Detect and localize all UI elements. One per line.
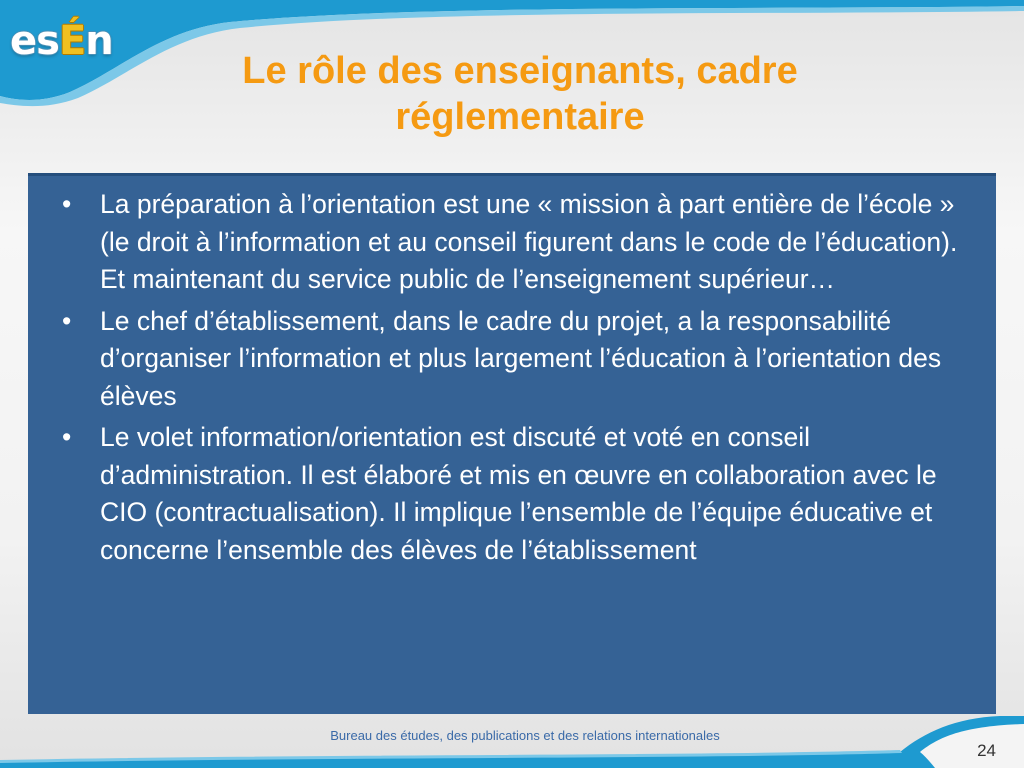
bullet-item [48,419,962,569]
bullet-text: Le volet information/orientation est discuté et voté en conseil d’administration. Il est élaboré et mis en œuvre en collaboration avec le CIO (contractualisation). Il implique l’ensemble de l’équipe éducative et concerne l’ensemble des élèves de l’établissement [100,422,937,565]
slide-title-line-2: réglementaire [395,96,645,138]
bullet-dot: • [62,422,72,452]
bullet-text: La préparation à l’orientation est une « mission à part entière de l’école » (le droit à l’information et au conseil figurent dans le code de l’éducation). Et maintenant du service public de l’enseignement supérieur… [100,189,958,294]
slide-title [120,48,920,140]
bullet-text: Le chef d’établissement, dans le cadre du projet, a la responsabilité d’organiser l’information et plus largement l’éducation à l’orientation des élèves [100,305,942,411]
bullet-list [28,176,996,569]
slide-title-line-1: Le rôle des enseignants, cadre [242,50,798,92]
bullet-dot: • [62,189,72,219]
bullet-dot: • [62,305,72,336]
esen-logo: esÉn [10,18,113,64]
page-number: 24 [977,741,996,760]
footer-text: Bureau des études, des publications et des relations internationales [330,728,720,743]
content-panel [28,173,996,714]
bullet-item [48,186,962,299]
bullet-item [48,303,962,416]
